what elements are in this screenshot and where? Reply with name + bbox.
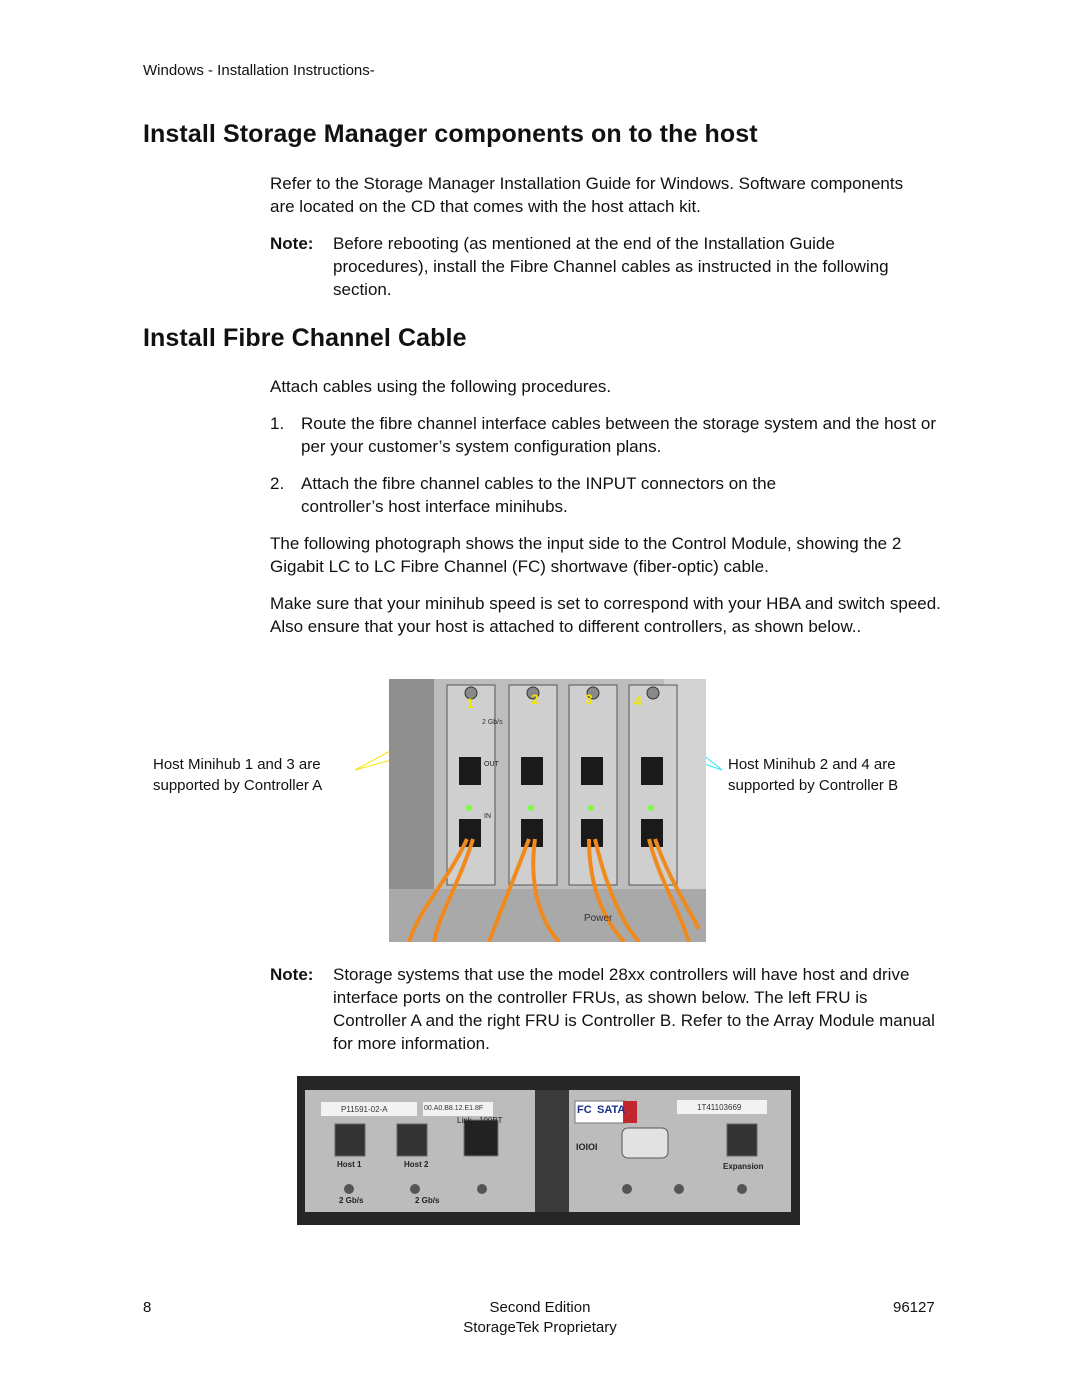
note-label: Note: <box>270 965 314 984</box>
minihub-number-2: 2 <box>531 691 539 707</box>
footer-edition: Second Edition <box>489 1299 591 1316</box>
footer-page-number: 8 <box>143 1299 152 1316</box>
section-heading-storage-manager: Install Storage Manager components on to the host <box>143 120 758 148</box>
host-1-label: Host 1 <box>337 1160 362 1169</box>
minihub-number-4: 4 <box>634 693 642 709</box>
power-label: Power <box>584 913 613 924</box>
caption-line: supported by Controller A <box>153 777 323 794</box>
rate-1-label: 2 Gb/s <box>339 1196 364 1205</box>
caption-line: Host Minihub 2 and 4 are <box>728 756 896 773</box>
caption-line: Host Minihub 1 and 3 are <box>153 756 321 773</box>
section-heading-fibre-channel: Install Fibre Channel Cable <box>143 324 467 352</box>
out-label: OUT <box>484 761 499 768</box>
step-text: Attach the fibre channel cables to the INPUT connectors on the controller’s host interface minihubs. <box>301 474 777 516</box>
speed-label: 2 Gb/s <box>482 719 503 726</box>
host-2-label: Host 2 <box>404 1160 429 1169</box>
paragraph-attach-cables: Attach cables using the following procedures. <box>270 377 612 396</box>
note-28xx-controllers <box>270 963 950 1055</box>
paragraph-refer-guide: Refer to the Storage Manager Installation Guide for Windows. Software components are located on the CD that comes with the host attach kit. <box>270 174 904 216</box>
minihub-card-1 <box>447 685 495 885</box>
note-label: Note: <box>270 234 314 253</box>
minihub-card-3 <box>569 685 617 885</box>
caption-line: supported by Controller B <box>728 777 899 794</box>
link-label: Link <box>457 1116 472 1125</box>
step-number: 2. <box>270 474 285 493</box>
controller-fru-photo <box>297 1076 800 1225</box>
note-text: Storage systems that use the model 28xx controllers will have host and drive interface ports on the controller FRUs, as shown below. The left FRU is Controller A and the right FRU is Controller B. Refer to the Array Module manual for more information. <box>333 965 935 1053</box>
in-label: IN <box>484 813 491 820</box>
minihub-number-1: 1 <box>466 695 474 711</box>
footer-proprietary: StorageTek Proprietary <box>463 1319 617 1336</box>
speed-100bt-label: 100BT <box>479 1116 503 1125</box>
footer-doc-number: 96127 <box>893 1299 935 1316</box>
fc-logo: FC <box>577 1104 592 1116</box>
mac-address: 00.A0.B8.12.E1.8F <box>424 1105 484 1112</box>
rate-2-label: 2 Gb/s <box>415 1196 440 1205</box>
step-number: 1. <box>270 414 285 433</box>
ioioi-label: IOIOI <box>576 1142 598 1152</box>
expansion-label: Expansion <box>723 1162 764 1171</box>
paragraph-minihub-speed: Make sure that your minihub speed is set to correspond with your HBA and switch speed. Also ensure that your host is attached to different controllers, as shown below.. <box>270 594 941 636</box>
minihub-photo <box>389 679 706 942</box>
paragraph-photograph-description: The following photograph shows the input side to the Control Module, showing the 2 Gigabit LC to LC Fibre Channel (FC) shortwave (fiber-optic) cable. <box>270 534 902 576</box>
serial-left: P11591-02-A <box>341 1105 388 1114</box>
serial-right: 1T41103669 <box>697 1103 742 1112</box>
minihub-number-3: 3 <box>585 691 593 707</box>
running-head: Windows - Installation Instructions- <box>143 62 375 79</box>
step-text: Route the fibre channel interface cables between the storage system and the host or per your customer’s system configuration plans. <box>301 414 937 456</box>
note-text: Before rebooting (as mentioned at the end of the Installation Guide procedures), install the Fibre Channel cables as instructed in the following section. <box>333 234 889 299</box>
sata-logo: SATA <box>597 1104 626 1116</box>
